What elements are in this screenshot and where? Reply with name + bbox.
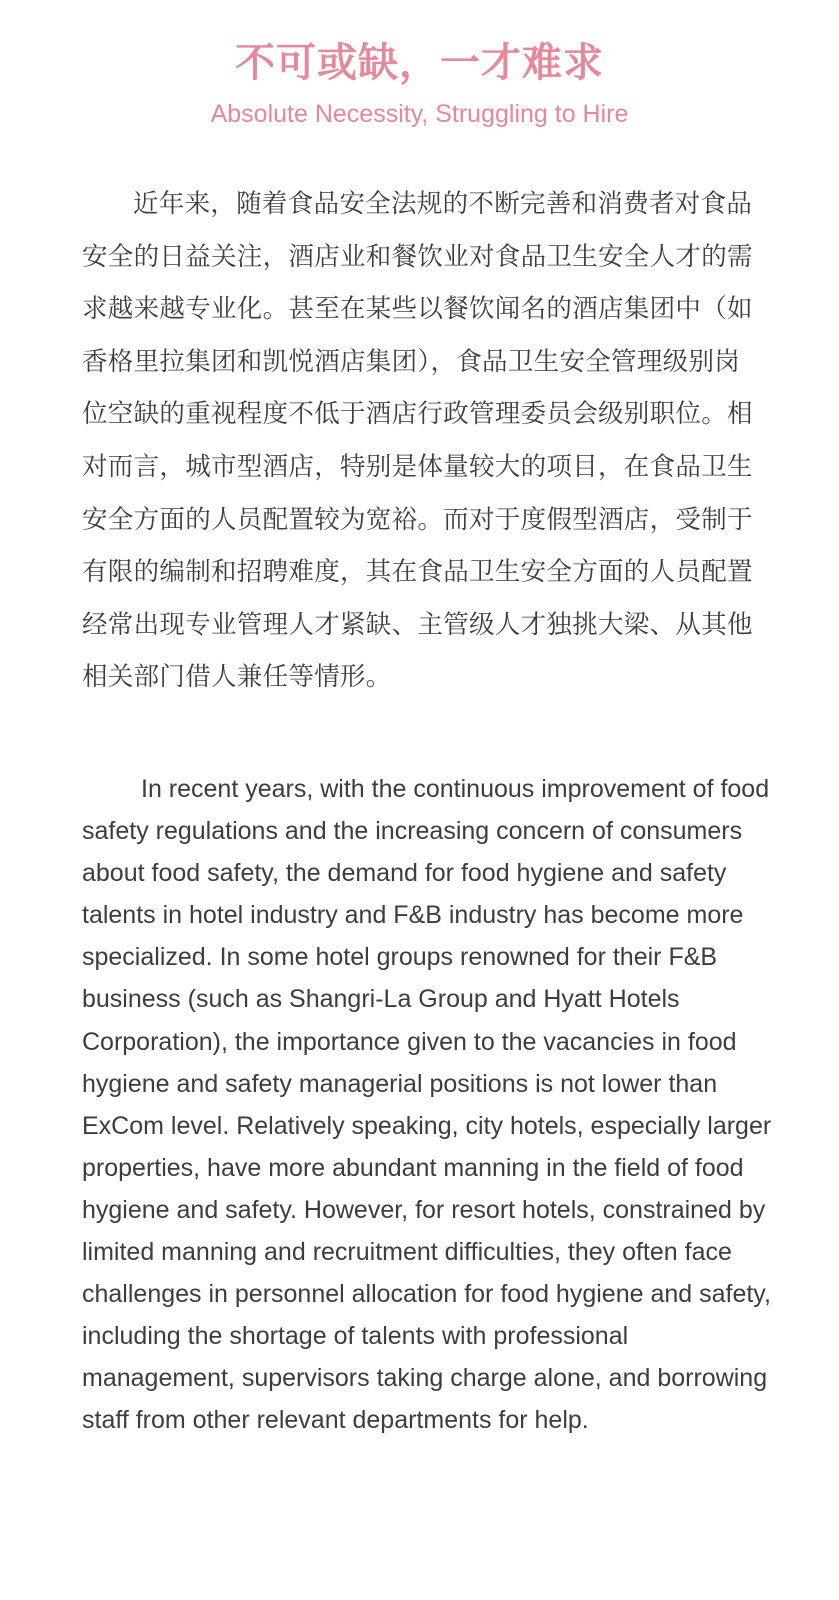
section-title-chinese: 不可或缺，一才难求 (235, 40, 604, 86)
body-paragraph-english: In recent years, with the continuous improvement of food safety regulations and the increasing concern of consumers about food safety, the demand for food hygiene and safety talents in hotel industry and F&B industry has become more specialized. In some hotel groups renowned for their F&B business (such as Shangri-La Group and Hyatt Hotels Corporation), the importance given to the vacancies in food hygiene and safety managerial positions is not lower than ExCom level. Relatively speaking, city hotels, especially larger properties, have more abundant manning in the field of food hygiene and safety. However, for resort hotels, constrained by limited manning and recruitment difficulties, they often face challenges in personnel allocation for food hygiene and safety, including the shortage of talents with professional management, supervisors taking charge alone, and borrowing staff from other relevant departments for help. (82, 775, 772, 1435)
body-paragraph-chinese: 近年来，随着食品安全法规的不断完善和消费者对食品安全的日益关注，酒店业和餐饮业对食品卫生安全人才的需求越来越专业化。甚至在某些以餐饮闻名的酒店集团中（如香格里拉集团和凯悦酒店集团），食品卫生安全管理级别岗位空缺的重视程度不低于酒店行政管理委员会级别职位。相对而言，城市型酒店，特别是体量较大的项目，在食品卫生安全方面的人员配置较为宽裕。而对于度假型酒店，受制于有限的编制和招聘难度，其在食品卫生安全方面的人员配置经常出现专业管理人才紧缺、主管级人才独挑大梁、从其他相关部门借人兼任等情形。 (82, 189, 753, 693)
section-title-english: Absolute Necessity, Struggling to Hire (210, 100, 629, 128)
